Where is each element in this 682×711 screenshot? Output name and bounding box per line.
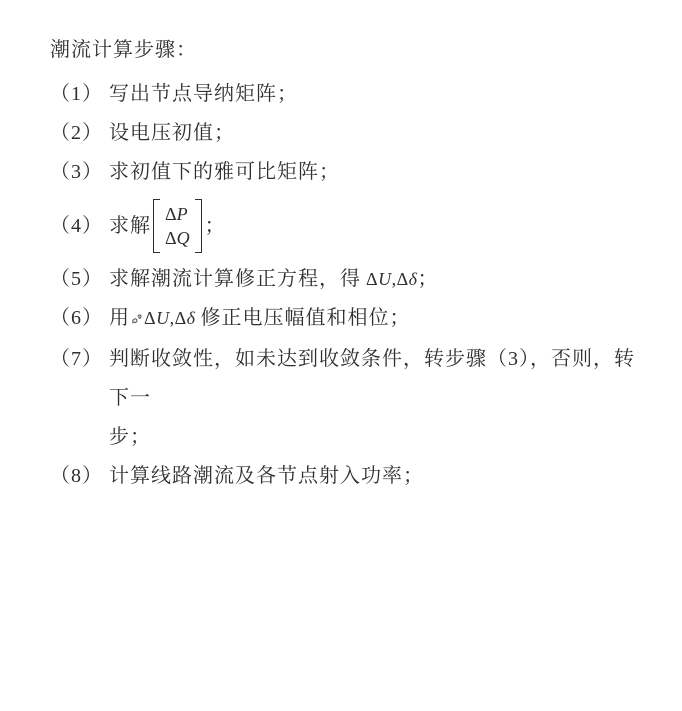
vector-row-dq	[165, 228, 190, 249]
step-1	[50, 75, 644, 114]
step-8-text: 计算线路潮流及各节点射入功率；	[109, 465, 424, 487]
ink-smudge	[131, 301, 143, 340]
step-5-suffix: ；	[417, 268, 439, 290]
step-4-suffix: ；	[204, 214, 226, 237]
var-delta: δ	[186, 308, 196, 328]
step-7-line-1: 判断收敛性，如未达到收敛条件，转步骤（3），否则，转下一	[109, 348, 635, 409]
step-4-marker: （4）	[50, 214, 103, 237]
step-4-body	[109, 199, 644, 253]
delta-symbol: Δ	[165, 227, 177, 248]
step-2-text: 设电压初值；	[109, 122, 235, 144]
step-7-marker: （7）	[50, 348, 103, 370]
math-du-ddelta	[144, 308, 196, 328]
step-1-text: 写出节点导纳矩阵；	[109, 83, 298, 105]
step-8	[50, 457, 644, 496]
comma: ,	[391, 269, 397, 289]
vector-rows	[160, 199, 195, 253]
var-delta: δ	[408, 269, 418, 289]
step-6-text-after: 修正电压幅值和相位；	[200, 307, 411, 329]
step-6-body	[109, 299, 644, 340]
var-u: U	[156, 308, 170, 328]
step-7-line-2: 步；	[109, 426, 151, 448]
step-4-prefix: 求解	[109, 214, 151, 237]
column-vector	[153, 199, 202, 253]
step-8-marker: （8）	[50, 465, 103, 487]
step-2-marker: （2）	[50, 122, 103, 144]
step-5	[50, 260, 644, 299]
delta-symbol: Δ	[366, 269, 379, 289]
delta-symbol: Δ	[174, 308, 187, 328]
delta-symbol: Δ	[144, 308, 157, 328]
var-u: U	[378, 269, 392, 289]
left-bracket	[153, 199, 160, 253]
step-4	[50, 192, 644, 260]
comma: ,	[169, 308, 175, 328]
step-3	[50, 153, 644, 192]
var-q: Q	[176, 227, 190, 248]
step-6-marker: （6）	[50, 307, 103, 329]
right-bracket	[195, 199, 202, 253]
step-2	[50, 114, 644, 153]
delta-symbol: Δ	[165, 203, 177, 224]
step-6-text-before: 用	[109, 307, 130, 329]
step-7-body	[109, 340, 644, 457]
step-3-marker: （3）	[50, 161, 103, 183]
step-5-text: 求解潮流计算修正方程，得	[109, 268, 361, 290]
step-3-text: 求初值下的雅可比矩阵；	[109, 161, 340, 183]
step-5-marker: （5）	[50, 268, 103, 290]
step-6	[50, 299, 644, 340]
math-du-ddelta	[366, 269, 418, 289]
step-1-marker: （1）	[50, 83, 103, 105]
delta-symbol: Δ	[396, 269, 409, 289]
step-5-body	[109, 260, 644, 299]
page-title: 潮流计算步骤：	[50, 39, 197, 61]
var-p: P	[176, 203, 188, 224]
step-7	[50, 340, 644, 457]
vector-row-dp	[165, 204, 190, 225]
